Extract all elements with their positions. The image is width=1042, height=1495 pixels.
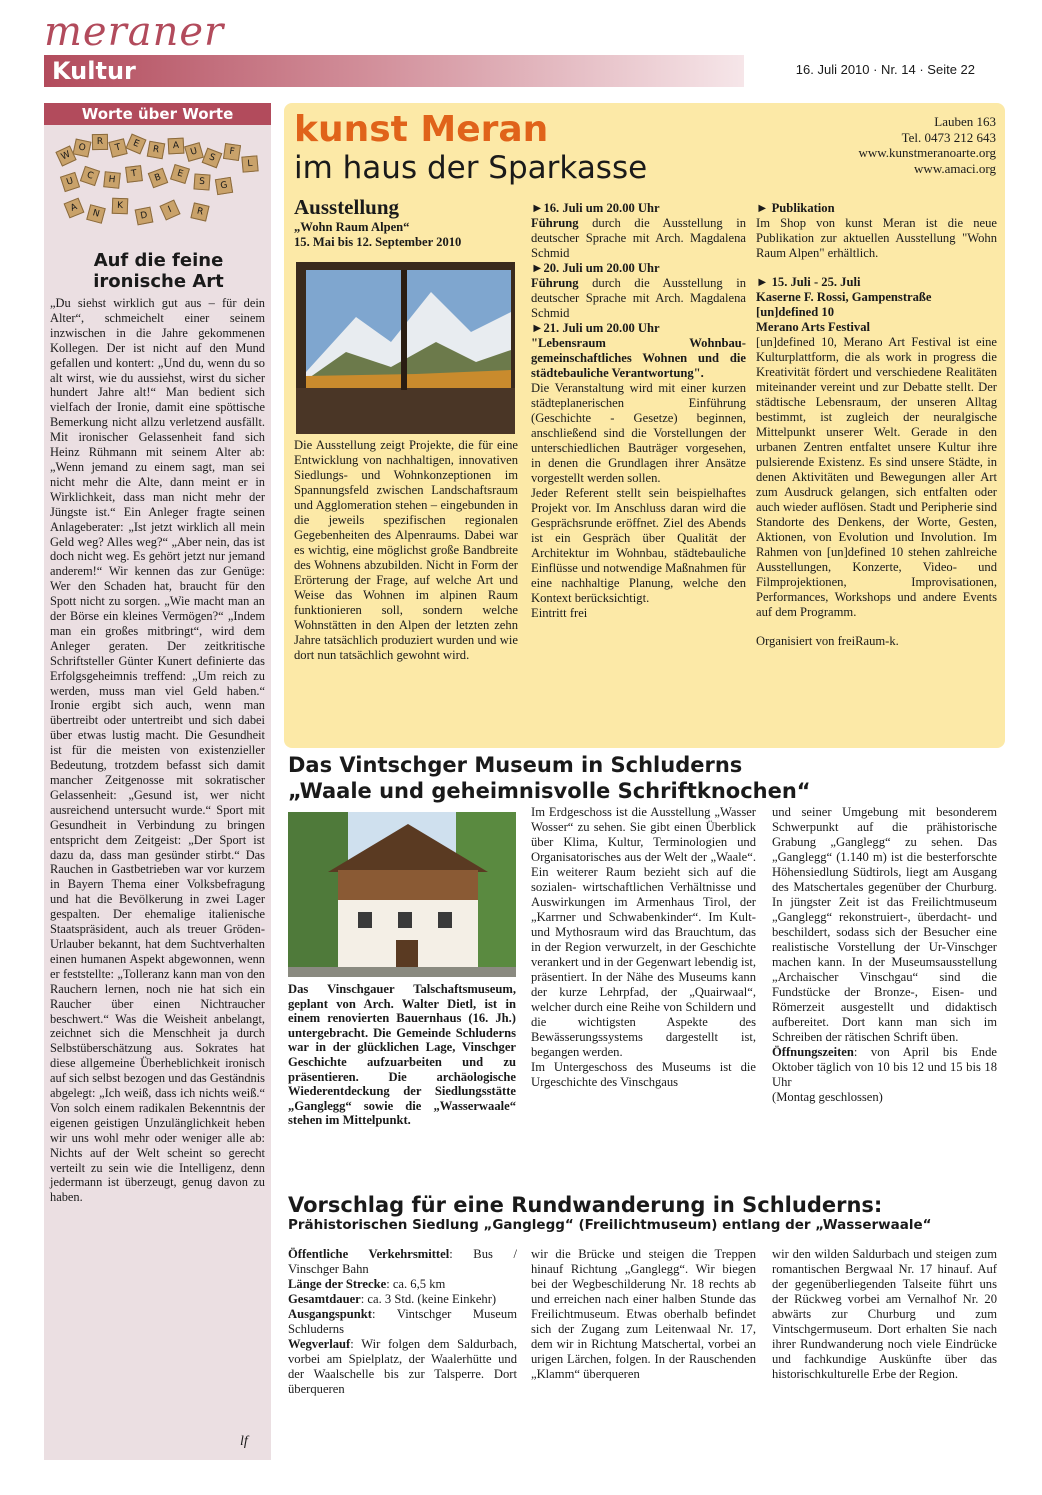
letter-tile: F [223,143,241,161]
ausstellung-heading: Ausstellung [294,195,400,219]
museum-column-2 [531,805,756,1090]
hike-label: Wegverlauf [288,1337,351,1351]
letter-tile: W [55,145,76,166]
letter-tile: K [112,198,129,215]
museum-headline: Das Vintschger Museum in Schluderns [288,753,743,777]
hours-closed: (Montag geschlossen) [772,1090,883,1104]
hike-label: Länge der Strecke [288,1277,387,1291]
letter-tile: S [202,148,223,169]
festival-text: [un]defined 10, Merano Art Festival ist eine Kulturplattform, die als work in progress die Kreativität fördert und verschiedene Realitäten miteinander vereint und zur Debatte stellt. Der städtische Lebensraum, der unseren Alltag bestimmt, ist zugleich der neuralgische Mittelpunkt unserer Welt. Gerade in den urbanen Zentren entfaltet unsere Kultur ihre pulsierende Existenz. Es sind unsere Städte, in denen Aktivitäten und Bewegungen aller Art zum Ausdruck gelangen, sich entfalten oder auch wieder auflösen. Stadt und Peripherie sind Standorte des Denkens, der Worte, Gesten, Aktionen, von Evolution und Involution. Im Rahmen von [un]defined 10 stehen zahlreiche Ausstellungen, Konzerte, Video- und Filmprojektionen, Improvisationen, Performances, Workshops und andere Events auf dem Programm. [756,335,997,619]
museum-text: Im Erdgeschoss ist die Ausstellung „Wasser Wosser“ zu sehen. Sie gibt einen Überblick über Klima, Kultur, Terminologien und Organisatorisches aus der Welt der „Waale“. Ein weiterer Raum bezieht sich auf die sozialen- wirtschaftlichen Verhältnisse und Auswirkungen im Armenhaus Tirol, der „Karrner und Schwabenkinder“. Im Kult- und Mythosraum wird das Brauchtum, das in der Region verwurzelt, in der Geschichte verankert und in der Gegenwart lebendig ist, präsentiert. In der Nähe des Museums kann der kurze Lehrpfad, der „Quairwaal“, welcher durch eine Reihe von Schildern und die wichtigsten Aspekte des Bewässerungssystems dargestellt ist, begangen werden. [531,805,756,1059]
museum-building-photo [288,812,516,977]
column-body: „Du siehst wirklich gut aus – für dein Alter“, schmeichelt einer seinem inzwischen in die Jahre gekommenen Kollegen. Der ist nicht auf den Mund gefallen und kontert: „Und du, wenn du so alt wirst, wie du aussiehst, wirst du sicher hundert Jahre alt!“ Man bedient sich vielfach der Ironie, damit eine spöttische Bemerkung nicht allzu verletzend ausfällt. Mit ironischer Gelassenheit fand sich Heinz Rühmann mit seinem Alter ab: „Wenn jemand zu einem sagt, man sei nicht mehr die Alte, dann meint er in Wirklichkeit, dass man nicht mehr der Jüngste ist.“ Ein Anleger fragte seinen Anlageberater: „Ist jetzt wirklich all mein Geld weg? Alles weg?“ „Aber nein, das ist doch nicht weg. Es gehört jetzt nur jemand anderem!“ Wir kennen das zur Genüge: Wer den Schaden hat, braucht für den Spott nicht zu sorgen. „Wie macht man an der Börse ein kleines Vermögen?“ „Indem man ein großes mitbringt“, wird dem Anleger geraten. Der zeitkritische Schriftsteller Günter Kunert definierte das Erfolgsgeheimnis treffend: „Um reich zu werden, muss man viel Geld haben.“ Ironie ergibt sich auch, wenn man übertreibt oder untertreibt und sich dabei über etwas lustig macht. Die Gesundheit ist für die meisten von existenzieller Bedeutung, trotzdem befasst sich damit mancher Zeitgenosse mit sokratischer Gelassenheit: „Gesund ist, wer nicht ausreichend untersucht wurde.“ Sport mit Gesundheit in Verbindung zu bringen entspricht dem Zeitgeist: „Der Sport ist dazu da, dass man gesünder stirbt.“ Das Rauchen in Gastbetrieben war vor kurzem in Bayern Thema einer Volksbefragung und hat die Bevölkerung in zwei Lager gespalten. Der ehemalige italienische Staatspräsident, auch als treuer Gröden-Urlauber bekannt, hat dem Suchtverhalten einen humanen Aspekt abgewonnen, wenn er feststellte: „Tolleranz kann man von den Rauchern lernen, noch nie hat sich ein Raucher über einen Nichtraucher beschwert.“ Was die Weisheit anbelangt, zeichnet sich die Menschheit ja durch Selbstüberschätzung aus. Sokrates hat diese allgemeine Überheblichkeit ironisch auf sich selbst bezogen und das Geständnis abgelegt: „Ich weiß, dass ich nichts weiß.“ Von solch einem radikalen Bekenntnis der eigenen geistigen Unzulänglichkeit heben wir uns wohl mehr oder weniger alle ab: Nichts auf der Welt scheint so gerecht verteilt zu sein wie die Intelligenz, denn jedermann ist überzeugt, genug davon zu haben. [50,296,265,1205]
letter-tile: O [73,139,92,158]
festival-name-sub: Merano Arts Festival [756,320,871,334]
letter-tile: T [125,165,143,183]
author-signature: lf [240,1434,248,1449]
hike-column-1 [288,1247,517,1397]
events-column [531,201,746,621]
publication-festival-column [756,201,997,649]
publication-text: Im Shop von kunst Meran ist die neue Publikation zur aktuellen Ausstellung "Wohn Raum Alpen" erhältlich. [756,216,997,260]
letter-tile: B [148,168,169,189]
event-date: ►16. Juli um 20.00 Uhr [531,201,660,215]
letter-tile: A [168,138,185,155]
column-header: Worte über Worte [44,103,271,125]
masthead: meraner [44,9,225,55]
building-photo-icon [288,812,516,977]
hours-label: Öffnungszeiten [772,1045,854,1059]
hike-column-2: wir die Brücke und steigen die Treppen hinauf Richtung „Ganglegg“. Wir biegen bei der Wegbeschilderung Nr. 18 rechts ab und erreichen nach einer halben Stunde das Freilichtmuseum. Etwas oberhalb befindet sich der Zugang zum Leitenwaal Nr. 17, dem wir in Richtung Matschertal, vorbei an urigen Lärchen, folgen. In der Rauschenden „Klamm“ überqueren [531,1247,756,1381]
event-text: Jeder Referent stellt sein beispielhaftes Projekt vor. Im Anschluss daran wird die Gesprächsrunde eröffnet. Ziel des Abends ist ein Gespräch über Qualität der Architektur im Wohnbau, städtebauliche Einflüsse und notwendige Maßnahmen für eine nachhaltige Planung, welche den Kontext berücksichtigt. [531,486,746,605]
kunst-title: kunst Meran [294,109,549,150]
ausstellung-subheading [294,220,524,250]
letter-tile: R [92,134,108,150]
section-title: Kultur [52,57,136,85]
hike-value: : Wir folgen dem Saldurbach, vorbei am Spielplatz, der Waalerhütte und der Waalschelle bis zur Talsperre. Dort überqueren [288,1337,517,1396]
hours-text: : von April bis Ende Oktober täglich von 10 bis 12 und 15 bis 18 Uhr [772,1045,997,1089]
museum-text: Im Untergeschoss des Museums ist die Urgeschichte des Vinschgaus [531,1060,756,1089]
kunst-address [790,114,996,176]
exhibition-description: Die Ausstellung zeigt Projekte, die für eine Entwicklung von nachhaltigen, innovativen Siedlungs- und Wohnkonzeptionen im Spannungsfeld zwischen Landschaftsraum und Agglomeration stehen – eingebunden in die jeweils spezifischen regionalen Gegebenheiten des Alpenraums. Dabei war es wichtig, eine möglichst große Bandbreite des Wohnens abzubilden. Nicht in Form der Erörterung der Frage, auf welche Art und Weise das Wohnen im alpinen Raum funktionieren soll, sondern welche Wohnstätten in den Alpen der letzten zehn Jahre tatsächlich produziert wurden und wie dort nun tatsächlich gewohnt wird. [294,438,518,662]
hike-column-3: wir den wilden Saldurbach und steigen zum romantischen Bergwaal Nr. 17 hinauf. Auf der gegenüberliegenden Talseite führt uns der Rückweg vorbei am Vernalhof Nr. 20 abwärts zur Churburg und zum Vintschgermuseum. Dort erhalten Sie nach ihrer Rundwanderung noch viele Eindrücke und fachkundige Auskünfte über das historischkulturelle Erbe der Region. [772,1247,997,1381]
mountain-photo-icon [296,262,515,434]
event-title: "Lebensraum Wohnbau- gemeinschaftliches Wohnen und die städtebauliche Verantwortung". [531,336,746,380]
museum-subheadline: „Waale und geheimnisvolle Schriftknochen“ [288,779,811,803]
event-type: Führung [531,276,579,290]
letter-tile: C [80,166,100,186]
festival-place: Kaserne F. Rossi, Gampenstraße [756,290,932,304]
event-admission: Eintritt frei [531,606,588,620]
event-text: Die Veranstaltung wird mit einer kurzen städteplanerischen Einführung (Geschichte - Gesetze) beginnen, anschließend sind die Vorstellungen der unterschiedlichen Bauträger vorgesehen, in denen die Grundlagen ihrer Ansätze vorgestellt werden sollen. [531,381,746,485]
letter-tile: E [126,134,147,155]
word-tiles-illustration [52,130,262,230]
hike-value: : ca. 6,5 km [386,1277,446,1291]
letter-tile: E [170,164,190,184]
letter-tile: A [64,198,85,219]
letter-tile: S [193,173,210,190]
festival-dates: ► 15. Juli - 25. Juli [756,275,861,289]
letter-tile: H [103,171,121,189]
hike-headline: Vorschlag für eine Rundwanderung in Schluderns: [288,1193,883,1217]
website-link[interactable]: www.amaci.org [914,160,996,176]
address-line: Lauben 163 [934,114,996,129]
hike-subheadline: Prähistorischen Siedlung „Ganglegg“ (Freilichtmuseum) entlang der „Wasserwaale“ [288,1217,932,1233]
exhibition-title: „Wohn Raum Alpen“ [294,220,410,234]
hike-label: Gesamtdauer [288,1292,361,1306]
publication-heading: ► Publikation [756,201,835,215]
letter-tile: R [147,141,166,160]
event-text: durch die Ausstellung in deutscher Sprache mit Arch. Magdalena Schmid [531,216,746,260]
exhibition-dates: 15. Mai bis 12. September 2010 [294,235,462,249]
column-headline: Auf die feine ironische Art [93,250,224,292]
dateline: 16. Juli 2010 · Nr. 14 · Seite 22 [795,62,975,77]
event-text: durch die Ausstellung in deutscher Sprache mit Arch. Magdalena Schmid [531,276,746,320]
festival-name: [un]defined 10 [756,305,835,319]
section-bar [44,55,744,87]
letter-tile: L [241,155,258,172]
event-type: Führung [531,216,579,230]
hike-label: Ausgangspunkt [288,1307,373,1321]
museum-photo-caption: Das Vinschgauer Talschaftsmuseum, geplant von Arch. Walter Dietl, ist in einem renovierten Bauernhaus (16. Jh.) untergebracht. Die Gemeinde Schluderns war in der glücklichen Lage, Vinschger Geschichte aufzuarbeiten und zu präsentieren. Die archäologische Wiederentdeckung der Siedlungsstätte „Ganglegg“ sowie die „Wasserwaale“ stehen im Mittelpunkt. [288,982,516,1128]
festival-organizer: Organisiert von freiRaum-k. [756,634,899,648]
letter-tile: I [159,199,180,220]
hike-value: : ca. 3 Std. (keine Einkehr) [360,1292,497,1306]
alpine-window-photo [296,262,515,434]
letter-tile: T [108,138,127,157]
event-date: ►21. Juli um 20.00 Uhr [531,321,660,335]
hike-label: Öffentliche Verkehrsmittel [288,1247,450,1261]
hike-value: : Bus / Vinschger Bahn [288,1247,517,1276]
hike-value: : Vintschger Museum Schluderns [288,1307,517,1336]
letter-tile: R [190,202,209,221]
letter-tile: N [86,204,106,224]
museum-column-3 [772,805,997,1105]
event-date: ►20. Juli um 20.00 Uhr [531,261,660,275]
letter-tile: G [215,177,233,195]
letter-tile: D [135,207,154,226]
museum-text: und seiner Umgebung mit besonderem Schwerpunkt auf die prähistorische Grabung „Ganglegg“ zu sehen. Das „Ganglegg“ (1.140 m) ist die besterforschte Höhensiedlung Südtirols, liegt am Ausgang des Matschertales gegenüber der Churburg. In jüngster Zeit ist das Freilichtmuseum „Ganglegg“ rekonstruiert-, überdacht- und beschildert, sodass sich der Besucher eine realistische Vorstellung der Ur-Vinschger machen kann. In der Museumsausstellung „Archaischer Vinschgau“ sind die Fundstücke der Bronze-, Eisen- und Römerzeit ausgestellt und didaktisch aufbereitet. Dort kann man sich im Schreiben der rätischen Schrift üben. [772,805,997,1044]
letter-tile: U [60,172,80,192]
phone-line: Tel. 0473 212 643 [901,129,996,145]
website-link[interactable]: www.kunstmeranoarte.org [858,145,996,160]
letter-tile: U [184,142,204,162]
kunst-subtitle: im haus der Sparkasse [294,150,648,186]
